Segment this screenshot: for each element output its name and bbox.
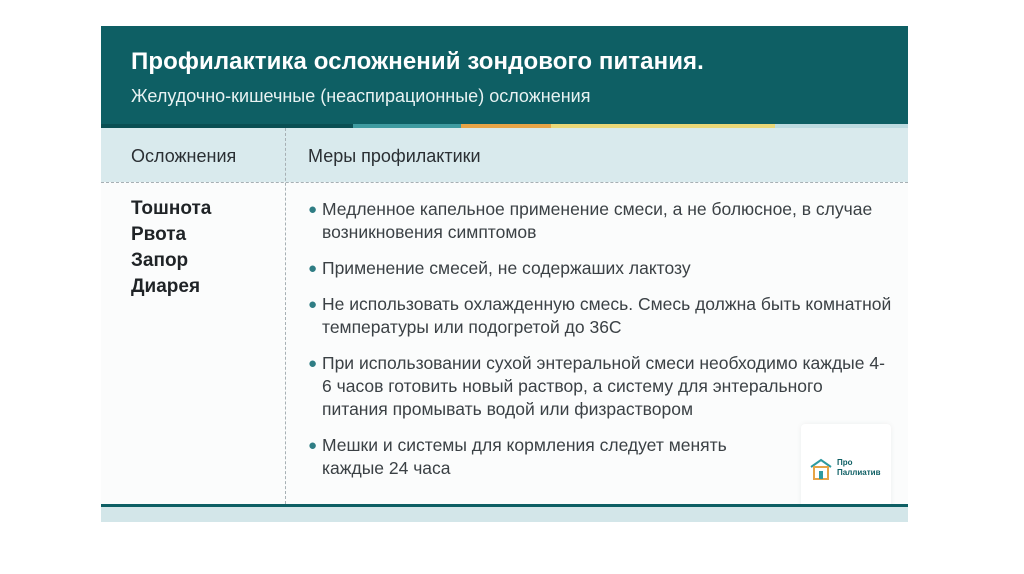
measure-text: Мешки и системы для кормления следует менять каждые 24 часа [322, 435, 727, 478]
measure-text: Не использовать охлажденную смесь. Смесь должна быть комнатной температуры или подогретой до 36С [322, 294, 892, 337]
slide-title: Профилактика осложнений зондового питания. [131, 48, 704, 75]
bullet-icon: ● [308, 260, 318, 277]
logo-line: Паллиатив [837, 468, 881, 477]
column-divider [285, 128, 286, 504]
measure-text: Медленное капельное применение смеси, а не болюсное, в случае возникновения симптомов [322, 199, 873, 242]
complication-item: Запор [131, 250, 189, 271]
logo-text [837, 458, 880, 478]
measure-item [308, 293, 893, 339]
complication-item: Тошнота [131, 198, 212, 219]
complication-item: Диарея [131, 276, 201, 297]
measure-item [308, 198, 893, 244]
house-logo-icon [809, 458, 833, 485]
measure-item [308, 257, 893, 280]
pro-palliativ-logo [801, 424, 891, 512]
bullet-icon: ● [308, 296, 318, 313]
slide-subtitle: Желудочно-кишечные (неаспирационные) осложнения [131, 86, 591, 106]
row-divider [101, 182, 908, 183]
measure-text: Применение смесей, не содержаших лактозу [322, 258, 691, 278]
bullet-icon: ● [308, 437, 318, 454]
bullet-icon: ● [308, 355, 318, 372]
complications-list [131, 196, 211, 300]
measure-item [308, 352, 893, 421]
bottom-band [101, 507, 908, 522]
column-header-measures: Меры профилактики [308, 146, 481, 166]
complication-item: Рвота [131, 224, 187, 245]
table-header [101, 128, 908, 182]
slide-header [101, 26, 908, 124]
slide [101, 26, 908, 522]
column-header-complications: Осложнения [131, 146, 237, 166]
measure-text: При использовании сухой энтеральной смеси необходимо каждые 4-6 часов готовить новый раствор, а систему для энтерального питания промывать водой или физраствором [322, 353, 885, 419]
bullet-icon: ● [308, 201, 318, 218]
logo-line: Про [837, 458, 853, 467]
